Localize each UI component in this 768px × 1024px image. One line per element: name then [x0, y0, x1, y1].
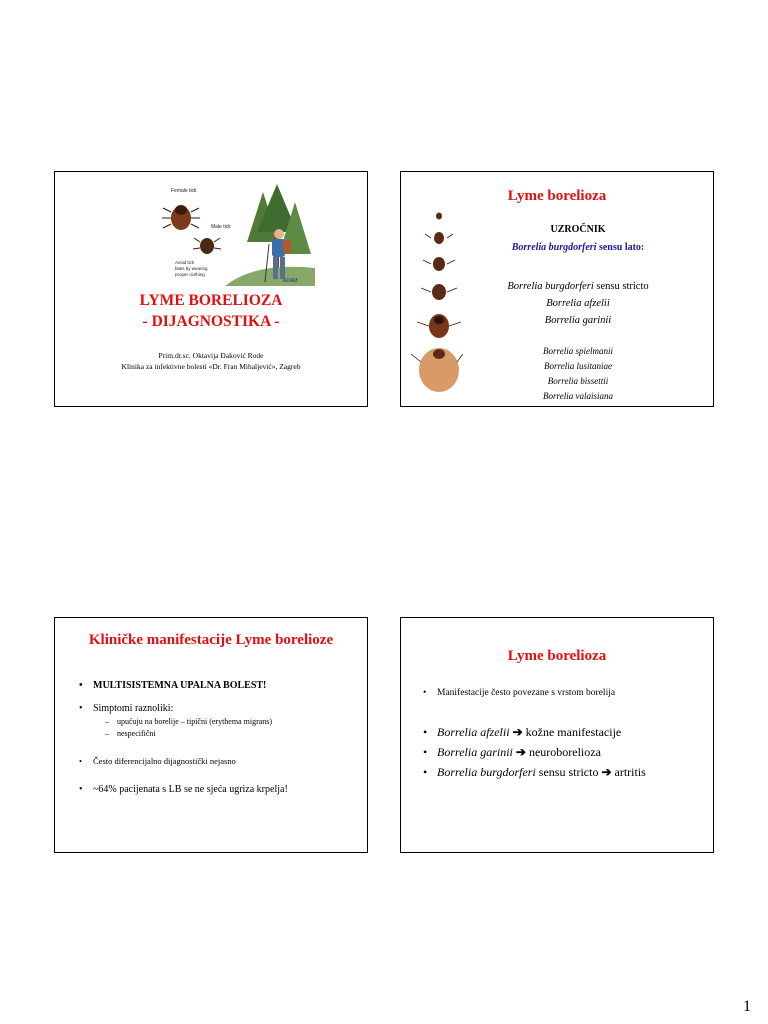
slide4-intro — [423, 688, 615, 698]
slide2-other-species — [441, 344, 715, 404]
slide4-list — [423, 722, 646, 782]
adam-logo: ADAM — [283, 278, 298, 284]
slide-clinical — [54, 617, 368, 853]
label-male-tick: Male tick — [211, 224, 231, 230]
slide3-bullets — [79, 680, 359, 795]
arrow-right-icon: ➔ — [509, 725, 526, 739]
slide1-title-line2: - DIJAGNOSTIKA - — [142, 313, 280, 330]
slide3-title: Kliničke manifestacije Lyme borelioze — [88, 632, 334, 648]
label-avoid-1: Avoid tick — [175, 260, 195, 265]
slide-manifestations — [400, 617, 714, 853]
slide2-species-list — [441, 278, 715, 329]
bullet-intro: • Manifestacije često povezane s vrstom borelija — [423, 688, 615, 698]
label-avoid-3: proper clothing — [175, 272, 205, 277]
bullet-symptoms: • Simptomi raznoliki: – upućuju na borelije – tipični (erythema migrans) – nespecifični — [79, 703, 359, 740]
manifestation-item: • Borrelia burgdorferi sensu stricto ➔ artritis — [423, 762, 646, 782]
slide2-subtitle: UZROČNIK — [550, 224, 606, 235]
slide1-author — [55, 350, 367, 372]
slide2-genus-suffix: sensu lato: — [596, 242, 645, 253]
slide-title — [54, 171, 368, 407]
sub-item: – nespecifični — [93, 728, 359, 740]
slide4-title: Lyme borelioza — [507, 648, 607, 664]
species-item: Borrelia valaisiana — [543, 391, 613, 401]
slide-lyme-cause — [400, 171, 714, 407]
bullet-differential: • Često diferencijalno dijagnostički nejasno — [79, 756, 359, 766]
species-item: Borrelia garinii — [544, 315, 612, 326]
species-item: Borrelia lusitaniae — [544, 361, 612, 371]
label-female-tick: Female tick — [171, 188, 197, 194]
slide2-genus — [441, 242, 715, 253]
arrow-right-icon: ➔ — [598, 765, 615, 779]
tick-illustration — [155, 182, 315, 286]
bullet-tick-bite: • ~64% pacijenata s LB se ne sjeća ugriza krpelja! — [79, 784, 359, 795]
label-avoid-2: bites by wearing — [175, 266, 208, 271]
species-item: Borrelia bissettii — [547, 376, 609, 386]
arrow-right-icon: ➔ — [512, 745, 529, 759]
slide1-title — [55, 290, 367, 332]
bullet-multisystem: • MULTISISTEMNA UPALNA BOLEST! — [79, 680, 359, 691]
symptoms-sub-list — [93, 716, 359, 740]
sub-item: – upućuju na borelije – tipični (erythema migrans) — [93, 716, 359, 728]
species-item: Borrelia burgdorferi sensu stricto — [507, 281, 649, 292]
slide1-title-line1: LYME BORELIOZA — [139, 292, 283, 309]
page-number: 1 — [743, 998, 751, 1015]
manifestation-item: • Borrelia afzelii ➔ kožne manifestacije — [423, 722, 646, 742]
species-item: Borrelia spielmanii — [543, 346, 613, 356]
slide2-title: Lyme borelioza — [507, 188, 607, 204]
species-item: Borrelia afzelii — [546, 298, 610, 309]
manifestation-item: • Borrelia garinii ➔ neuroborelioza — [423, 742, 646, 762]
author-affiliation: Klinika za infektivne bolesti «Dr. Fran Mihaljević», Zagreb — [121, 362, 301, 371]
slide2-genus-italic: Borrelia burgdorferi — [511, 242, 597, 253]
author-name: Prim.dr.sc. Oktavija Đaković Rode — [158, 351, 264, 360]
